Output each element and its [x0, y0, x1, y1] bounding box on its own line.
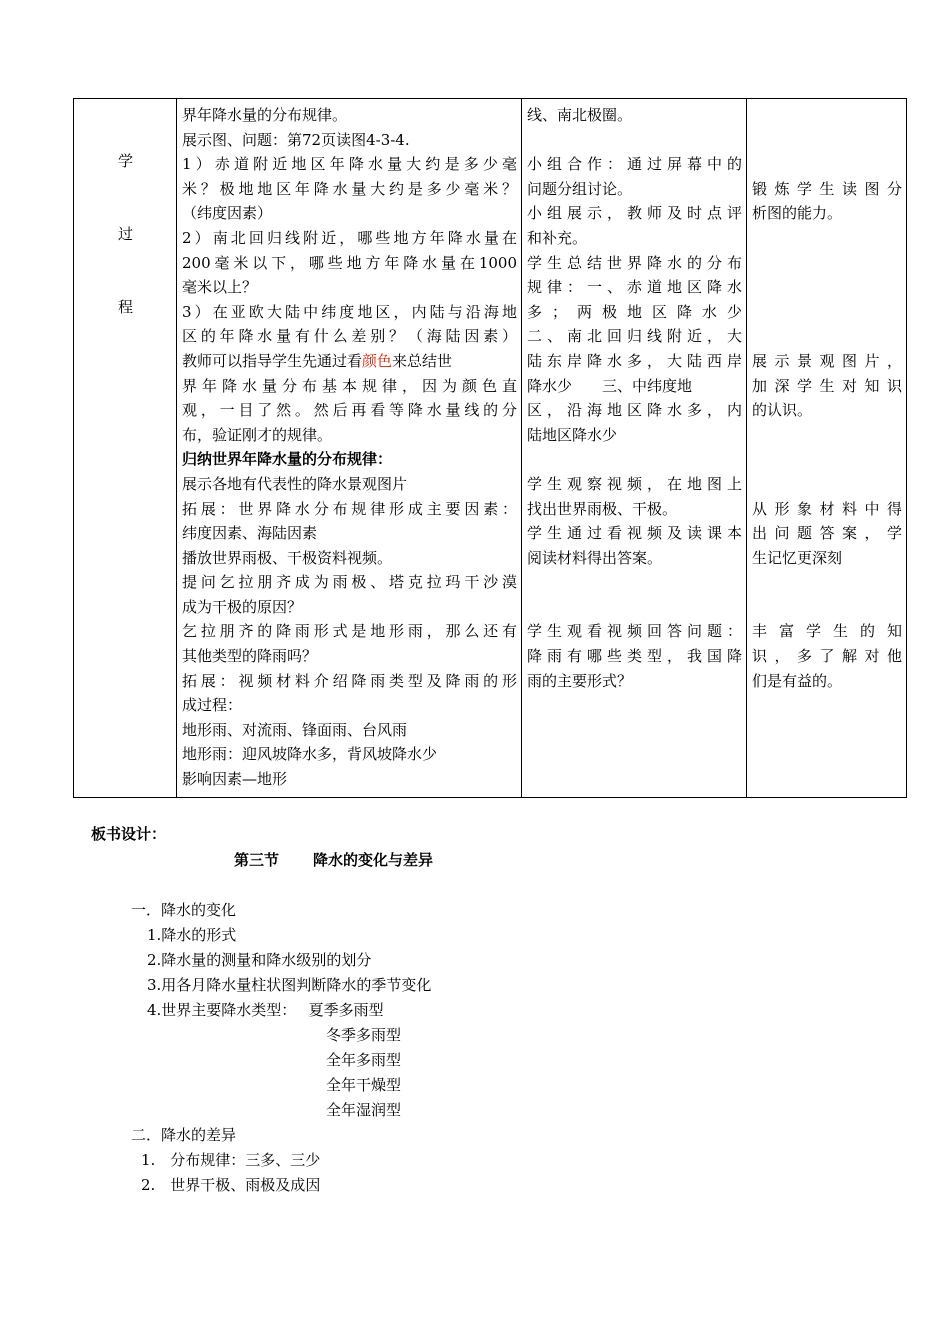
stage-char: 学 [117, 152, 133, 170]
board-part-2: 二．降水的差异 [131, 1126, 237, 1144]
blank-line [527, 447, 742, 472]
board-title: 降水的变化与差异 [313, 851, 434, 869]
text-line: 出问题答案，学 [752, 524, 902, 543]
blank-line [752, 152, 902, 177]
precip-type: 全年干燥型 [326, 1076, 402, 1094]
blank-line [752, 275, 902, 300]
board-heading: 板书设计： [91, 825, 167, 843]
text-line: 生记忆更深刻 [752, 548, 843, 567]
text-line: 多；两极地区降水少 [527, 302, 742, 321]
text-line: 布，验证刚才的规律。 [182, 425, 333, 444]
blank-line [752, 423, 902, 448]
design-intent-cell [747, 99, 907, 798]
text-line: 1）赤道附近地区年降水量大约是多少毫 [182, 155, 517, 174]
text-line: 学生观看视频回答问题： [527, 622, 742, 641]
board-title-section: 第三节 [234, 851, 280, 869]
text-line: 提问乞拉朋齐成为雨极、塔克拉玛干沙漠 [182, 573, 517, 592]
text-line: 加深学生对知识 [752, 376, 902, 395]
text-line: 线、南北极圈。 [527, 106, 633, 124]
blank-line [752, 300, 902, 325]
lesson-process-table [73, 98, 907, 798]
text-line: 3）在亚欧大陆中纬度地区，内陆与沿海地 [182, 302, 517, 321]
text-line: 识，多了解对他 [752, 647, 902, 666]
board-item: 2.降水量的测量和降水级别的划分 [147, 951, 372, 969]
text-line: 二、南北回归线附近，大 [527, 327, 742, 346]
text-line: 拓展：世界降水分布规律形成主要因素： [182, 499, 517, 518]
text-line: 区的年降水量有什么差别？（海陆因素） [182, 327, 517, 346]
text-line: 乞拉朋齐的降雨形式是地形雨，那么还有 [182, 622, 517, 641]
student-activity-cell [522, 99, 747, 798]
blank-line [527, 128, 742, 153]
text-line: 其他类型的降雨吗？ [182, 647, 318, 666]
teacher-activity-cell [177, 99, 522, 798]
stage-char: 过 [117, 225, 133, 243]
blank-line [527, 570, 742, 595]
board-item: 2. 世界干极、雨极及成因 [141, 1176, 321, 1194]
board-item: 3.用各月降水量柱状图判断降水的季节变化 [147, 976, 432, 994]
blank-line [752, 447, 902, 472]
text-line: 展示各地有代表性的降水景观图片 [182, 474, 408, 493]
text-line: 小组展示，教师及时点评 [527, 204, 742, 223]
highlight-text: 颜色 [362, 351, 393, 370]
board-part-1: 一．降水的变化 [131, 901, 237, 919]
blank-line [752, 472, 902, 497]
blank-line [752, 103, 902, 128]
text-line: 陆东岸降水多，大陆西岸 [527, 351, 742, 370]
board-item: 1. 分布规律：三多、三少 [141, 1151, 321, 1169]
precip-type: 全年多雨型 [326, 1051, 402, 1069]
precip-type: 冬季多雨型 [326, 1026, 402, 1044]
text-line: 200毫米以下，哪些地方年降水量在1000 [182, 253, 517, 272]
text-line: 影响因素—地形 [182, 770, 288, 789]
text-line: 展示景观图片， [752, 351, 902, 370]
text-line: 小组合作：通过屏幕中的 [527, 155, 742, 174]
board-item: 4.世界主要降水类型： 夏季多雨型 [147, 1001, 384, 1019]
text-line: 找出世界雨极、干极。 [527, 499, 678, 518]
text-line: 学生总结世界降水的分布 [527, 253, 742, 272]
text-line: 界年降水量的分布规律。 [182, 106, 348, 124]
blank-line [527, 595, 742, 620]
text-line: 从形象材料中得 [752, 499, 902, 518]
text-line: 成过程： [182, 696, 243, 715]
text-line: 观，一目了然。然后再看等降水量线的分 [182, 401, 517, 420]
text-line: 2）南北回归线附近，哪些地方年降水量在 [182, 228, 517, 247]
text-line: 地形雨：迎风坡降水多，背风坡降水少 [182, 745, 438, 764]
text-line: 问题分组讨论。 [527, 179, 633, 198]
text-line: 米？极地地区年降水量大约是多少毫米？ [182, 179, 517, 198]
text-line: 阅读材料得出答案。 [527, 548, 663, 567]
blank-line [752, 570, 902, 595]
text-line: 雨的主要形式？ [527, 671, 633, 690]
text-line: 的认识。 [752, 401, 813, 420]
text-line: 纬度因素、海陆因素 [182, 524, 318, 543]
text-line: 毫米以上？ [182, 278, 258, 297]
text-line: 和补充。 [527, 228, 588, 247]
text-fragment: 教师可以指导学生先通过看 [182, 351, 363, 370]
stage-label-cell [74, 99, 177, 798]
text-line: 锻炼学生读图分 [752, 179, 902, 198]
text-line: 陆地区降水少 [527, 425, 618, 444]
text-line: 析图的能力。 [752, 204, 843, 223]
text-line: 拓展：视频材料介绍降雨类型及降雨的形 [182, 671, 517, 690]
blank-line [752, 595, 902, 620]
text-line: 规律：一、赤道地区降水 [527, 278, 742, 297]
text-line: 学生观察视频，在地图上 [527, 474, 742, 493]
text-line: 降雨有哪些类型，我国降 [527, 647, 742, 666]
text-line: 学生通过看视频及读课本 [527, 524, 742, 543]
text-line [182, 349, 517, 374]
blank-line [752, 226, 902, 251]
text-line: 丰富学生的知 [752, 622, 902, 641]
board-item: 1.降水的形式 [147, 926, 237, 944]
text-line: 播放世界雨极、干极资料视频。 [182, 548, 393, 567]
text-line: 降水少 三、中纬度地 [527, 376, 693, 395]
text-line: 展示图、问题：第72页读图4-3-4. [182, 130, 410, 149]
blank-line [752, 324, 902, 349]
text-line: 区，沿海地区降水多，内 [527, 401, 742, 420]
text-line: 成为干极的原因？ [182, 597, 303, 616]
text-line: 地形雨、对流雨、锋面雨、台风雨 [182, 720, 408, 739]
text-fragment: 来总结世 [392, 351, 453, 370]
summary-heading: 归纳世界年降水量的分布规律： [182, 450, 393, 469]
text-line: （纬度因素） [182, 204, 273, 223]
text-line: 界年降水量分布基本规律，因为颜色直 [182, 376, 517, 395]
text-line: 们是有益的。 [752, 671, 843, 690]
blank-line [752, 251, 902, 276]
blank-line [752, 128, 902, 153]
stage-char: 程 [117, 298, 133, 316]
precip-type: 全年湿润型 [326, 1101, 402, 1119]
